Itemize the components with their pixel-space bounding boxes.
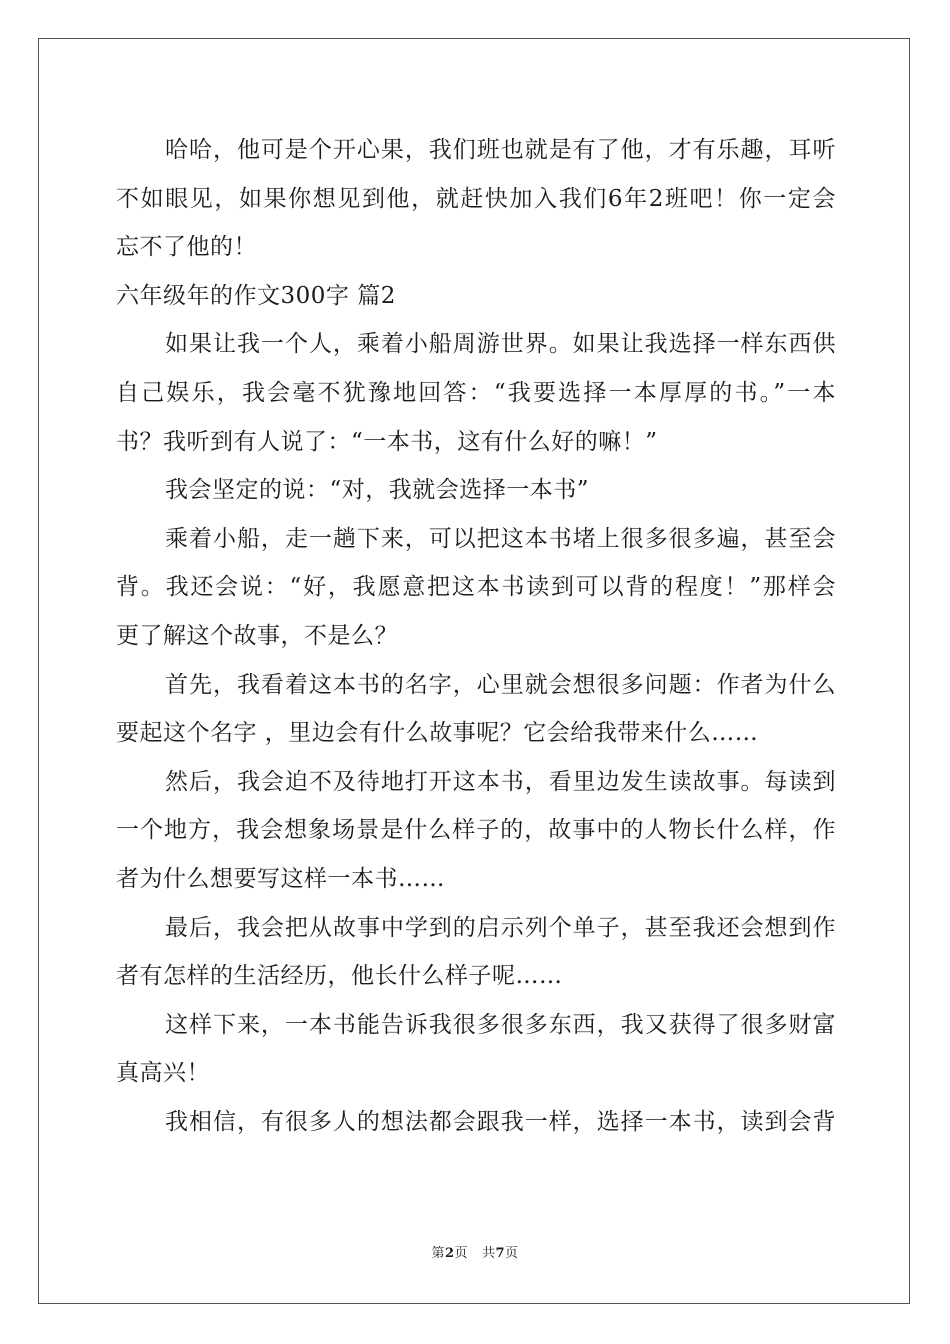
document-body xyxy=(116,126,836,1146)
footer-total-suffix: 页 xyxy=(505,1246,519,1261)
footer-total-prefix: 共 xyxy=(481,1246,496,1261)
paragraph-line: 真高兴！ xyxy=(116,1060,210,1087)
current-page-number: 2 xyxy=(444,1246,455,1261)
paragraph-line: 哈哈，他可是个开心果，我们班也就是有了他，才有乐趣，耳听 xyxy=(165,137,836,163)
paragraph-line: 自己娱乐，我会毫不犹豫地回答：“我要选择一本厚厚的书。”一本 xyxy=(116,379,836,406)
paragraph-line: 这样下来，一本书能告诉我很多很多东西，我又获得了很多财富 xyxy=(165,1011,836,1038)
paragraph-line: 书？我听到有人说了：“一本书，这有什么好的嘛！” xyxy=(116,428,658,455)
total-pages-number: 7 xyxy=(495,1246,506,1261)
section-heading: 六年级年的作文300字 篇2 xyxy=(116,282,396,309)
paragraph-line: 不如眼见，如果你想见到他，就赶快加入我们6年2班吧！你一定会 xyxy=(116,185,836,212)
paragraph-line: 背。我还会说：“好，我愿意把这本书读到可以背的程度！”那样会 xyxy=(116,574,836,601)
paragraph-line: 要起这个名字 ，里边会有什么故事呢？它会给我带来什么…… xyxy=(116,720,759,747)
paragraph-line: 忘不了他的！ xyxy=(116,234,257,261)
paragraph-line: 最后，我会把从故事中学到的启示列个单子，甚至我还会想到作 xyxy=(165,914,836,941)
paragraph-line: 首先，我看着这本书的名字，心里就会想很多问题：作者为什么 xyxy=(165,671,836,698)
footer-page-suffix: 页 xyxy=(454,1246,469,1261)
paragraph-line: 我会坚定的说：“对，我就会选择一本书” xyxy=(165,477,590,504)
paragraph-line: 如果让我一个人，乘着小船周游世界。如果让我选择一样东西供 xyxy=(165,331,836,358)
paragraph-line: 一个地方，我会想象场景是什么样子的，故事中的人物长什么样，作 xyxy=(116,817,836,844)
paragraph-line: 我相信，有很多人的想法都会跟我一样，选择一本书，读到会背 xyxy=(165,1108,836,1135)
paragraph-line: 乘着小船，走一趟下来，可以把这本书堵上很多很多遍，甚至会 xyxy=(165,525,836,552)
paragraph-line: 更了解这个故事，不是么？ xyxy=(116,622,398,649)
paragraph-line: 然后，我会迫不及待地打开这本书，看里边发生读故事。每读到 xyxy=(165,768,836,795)
footer-prefix: 第 xyxy=(431,1246,445,1261)
page-footer xyxy=(0,1245,950,1263)
paragraph-line: 者为什么想要写这样一本书…… xyxy=(116,865,445,892)
paragraph-line: 者有怎样的生活经历，他长什么样子呢…… xyxy=(116,963,563,990)
